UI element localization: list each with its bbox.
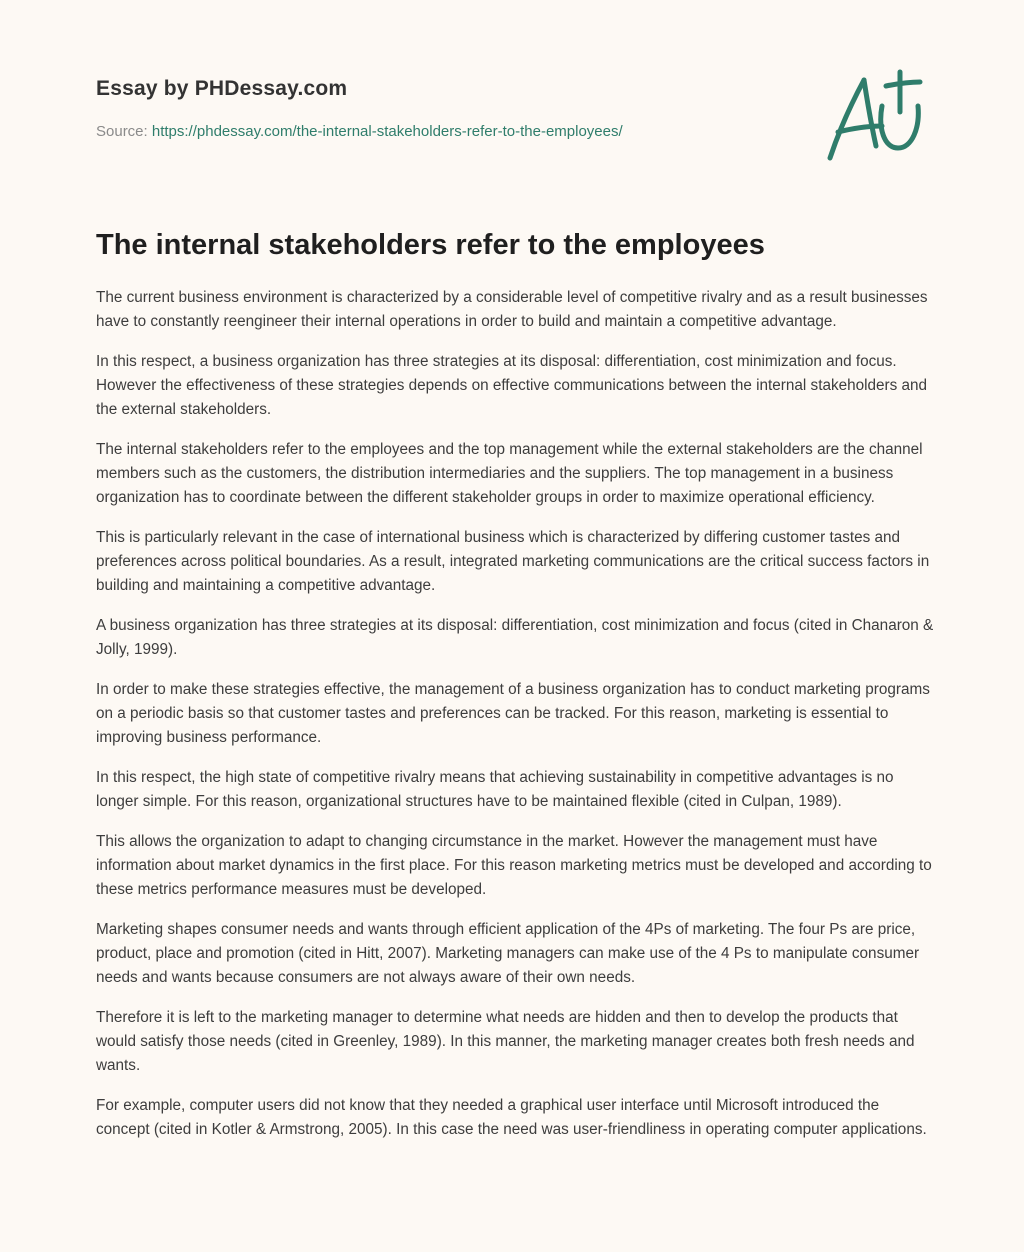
a-plus-logo-icon xyxy=(820,66,930,166)
paragraph: The internal stakeholders refer to the employees and the top management while the external stakeholders are the channel members such as the customers, the distribution intermediaries and the suppliers. The top management in a business organization has to coordinate between the different stakeholder groups in order to maximize operational efficiency. xyxy=(96,441,923,506)
brand-title: Essay by PHDessay.com xyxy=(96,77,348,100)
paragraph: Therefore it is left to the marketing manager to determine what needs are hidden and then to develop the products that would satisfy those needs (cited in Greenley, 1989). In this manner, the marketing manager creates both fresh needs and wants. xyxy=(96,1009,915,1074)
source-link[interactable]: https://phdessay.com/the-internal-stakeholders-refer-to-the-employees/ xyxy=(151,123,623,140)
paragraph: In order to make these strategies effective, the management of a business organization has to conduct marketing programs on a periodic basis so that customer tastes and preferences can be tracked. For this reason, marketing is essential to improving business performance. xyxy=(96,681,930,746)
paragraph: This allows the organization to adapt to changing circumstance in the market. However the management must have information about market dynamics in the first place. For this reason marketing metrics must be developed and according to these metrics performance measures must be developed. xyxy=(96,833,932,898)
source-line xyxy=(96,121,796,143)
paragraph: The current business environment is characterized by a considerable level of competitive rivalry and as a result businesses have to constantly reengineer their internal operations in order to build and maintain a competitive advantage. xyxy=(96,289,928,330)
paragraph: In this respect, a business organization has three strategies at its disposal: differentiation, cost minimization and focus. However the effectiveness of these strategies depends on effective communications between the internal stakeholders and the external stakeholders. xyxy=(96,353,928,418)
paragraph: Marketing shapes consumer needs and wants through efficient application of the 4Ps of marketing. The four Ps are price, product, place and promotion (cited in Hitt, 2007). Marketing managers can make use of the 4 Ps to manipulate consumer needs and wants because consumers are not always aware of their own needs. xyxy=(96,921,920,986)
article-body xyxy=(96,286,936,1158)
paragraph: This is particularly relevant in the case of international business which is characterized by differing customer tastes and preferences across political boundaries. As a result, integrated marketing communications are the critical success factors in building and maintaining a competitive advantage. xyxy=(96,529,930,594)
paragraph: A business organization has three strategies at its disposal: differentiation, cost minimization and focus (cited in Chanaron & Jolly, 1999). xyxy=(96,617,934,658)
paragraph: In this respect, the high state of competitive rivalry means that achieving sustainability in competitive advantages is no longer simple. For this reason, organizational structures have to be maintained flexible (cited in Culpan, 1989). xyxy=(96,769,894,810)
header xyxy=(96,72,796,143)
source-label: Source: xyxy=(96,123,152,140)
article-title: The internal stakeholders refer to the employees xyxy=(96,229,765,261)
paragraph: For example, computer users did not know that they needed a graphical user interface until Microsoft introduced the concept (cited in Kotler & Armstrong, 2005). In this case the need was user-friendliness in operating computer applications. xyxy=(96,1097,927,1138)
